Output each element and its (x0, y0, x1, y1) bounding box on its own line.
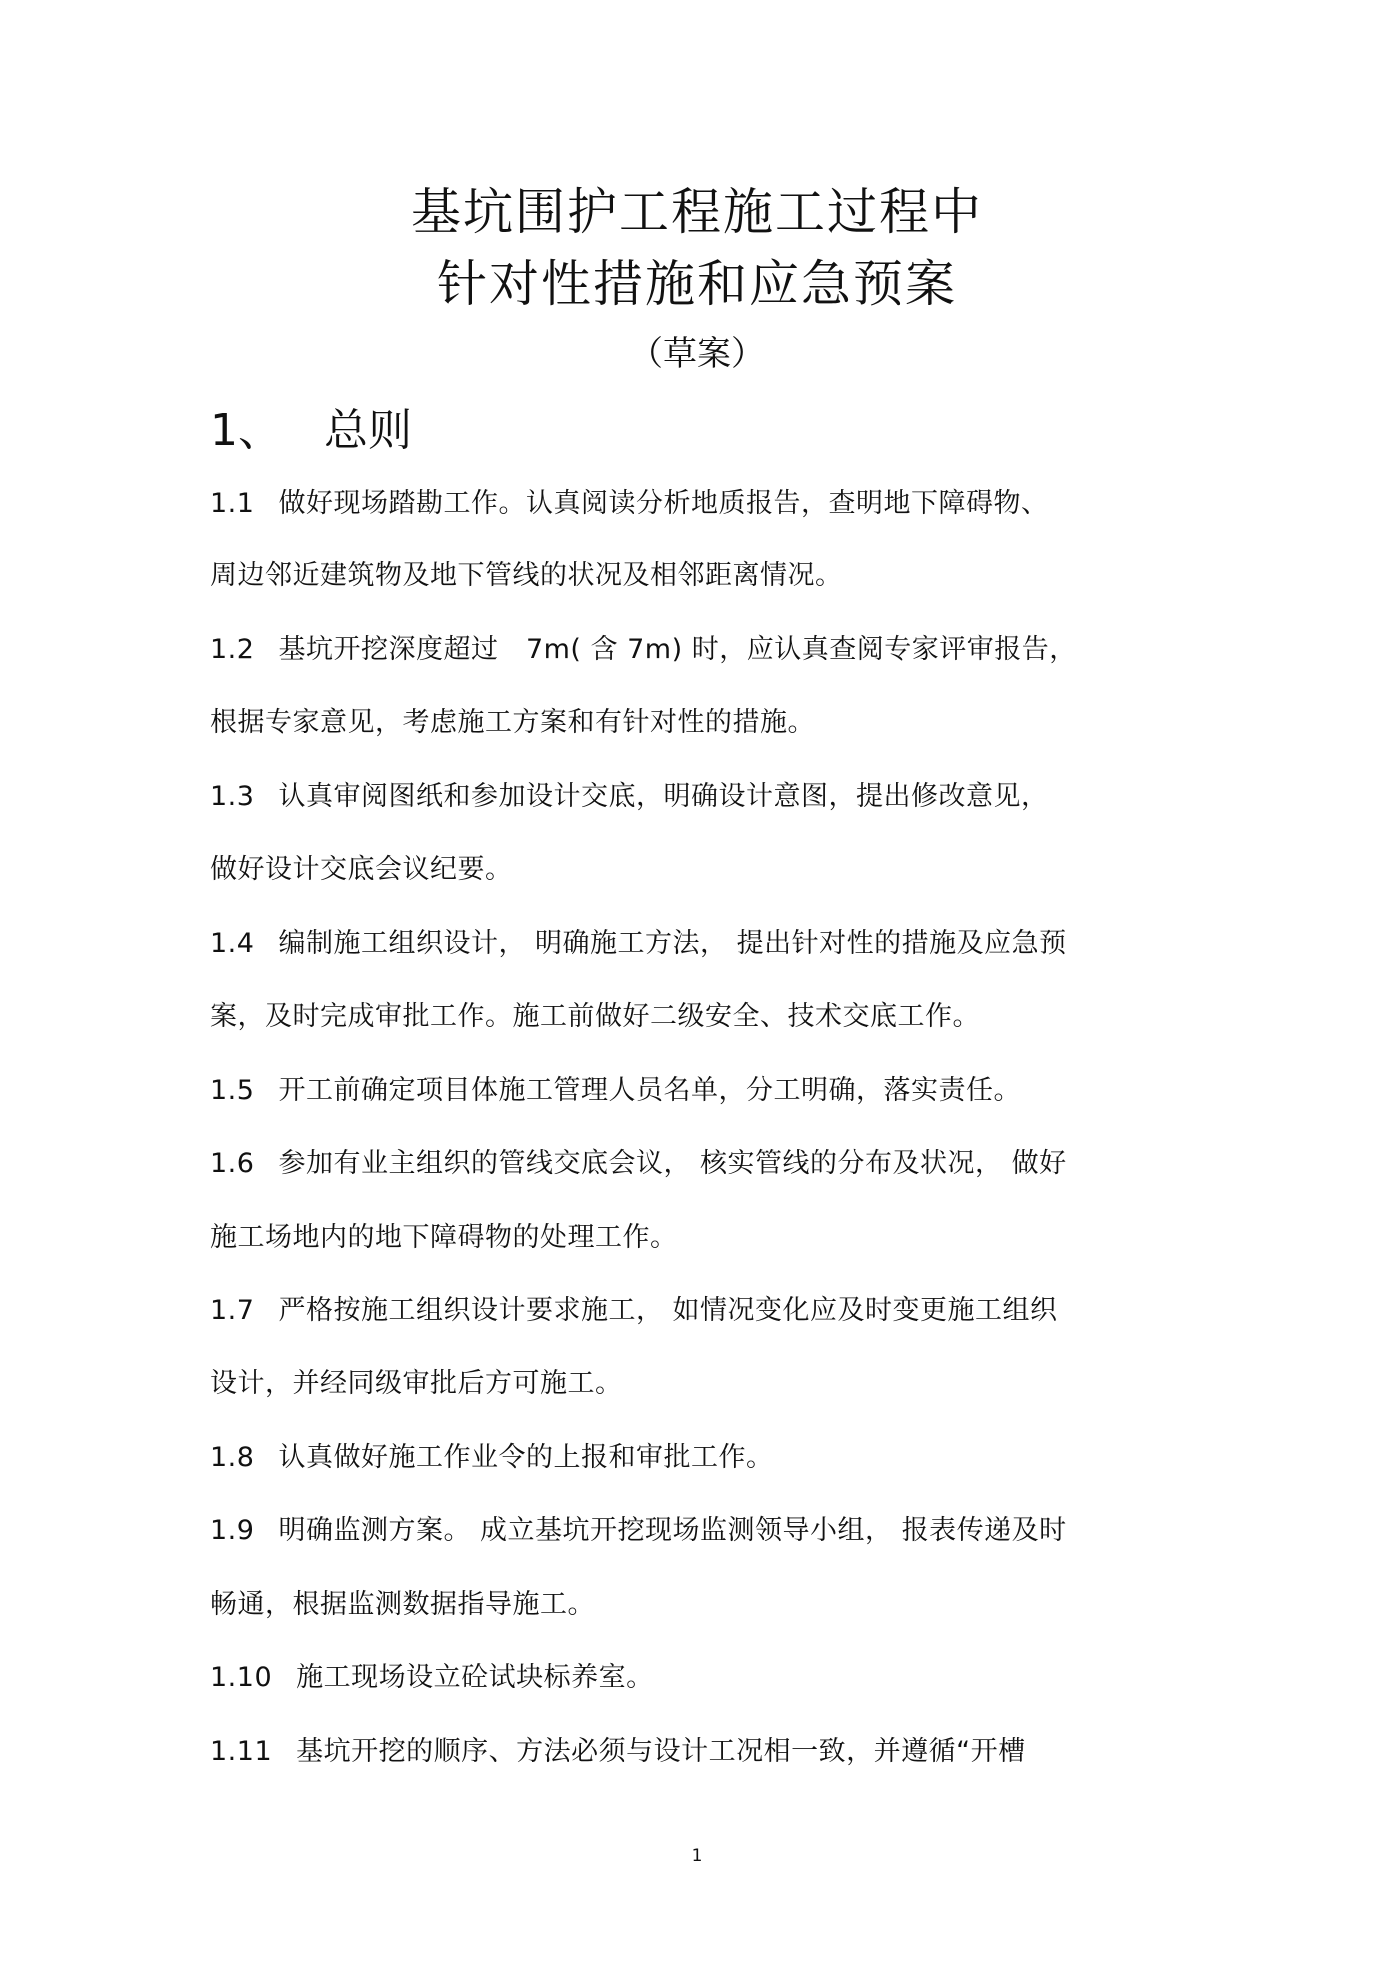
line-text: 做好现场踏勘工作。认真阅读分析地质报告，查明地下障碍物、 (278, 488, 1049, 519)
paragraph-line (210, 705, 815, 741)
line-text: 做好设计交底会议纪要。 (210, 854, 513, 885)
paragraph-line (210, 1146, 1067, 1182)
item-number: 1.3 (210, 781, 255, 812)
line-text: 认真审阅图纸和参加设计交底，明确设计意图，提出修改意见， (278, 781, 1049, 812)
paragraph-line (210, 999, 980, 1035)
line-text: 基坑开挖深度超过 7m( 含 7m) 时，应认真查阅专家评审报告， (278, 634, 1077, 665)
item-number: 1.10 (210, 1662, 273, 1693)
item-number: 1.9 (210, 1515, 255, 1546)
item-number: 1.6 (210, 1148, 255, 1179)
line-text: 案，及时完成审批工作。施工前做好二级安全、技术交底工作。 (210, 1001, 980, 1032)
page-number: 1 (691, 1846, 703, 1866)
paragraph-line (210, 1220, 678, 1256)
document-subtitle: （草案） (629, 334, 765, 374)
section-number: 1、 (210, 405, 282, 456)
paragraph-line (210, 1440, 773, 1476)
document-title-line-1: 基坑围护工程施工过程中 (411, 183, 983, 241)
paragraph-line (210, 1587, 595, 1623)
line-text: 基坑开挖的顺序、方法必须与设计工况相一致，并遵循“开槽 (296, 1736, 1026, 1767)
paragraph-line (210, 1660, 654, 1696)
section-heading (210, 404, 412, 458)
item-number: 1.8 (210, 1442, 255, 1473)
document-title-line-2: 针对性措施和应急预案 (437, 255, 957, 313)
item-number: 1.7 (210, 1295, 255, 1326)
paragraph-line (210, 1293, 1058, 1329)
line-text: 明确监测方案。 成立基坑开挖现场监测领导小组， 报表传递及时 (278, 1515, 1067, 1546)
paragraph-line (210, 1513, 1067, 1549)
line-text: 开工前确定项目体施工管理人员名单，分工明确，落实责任。 (278, 1075, 1021, 1106)
item-number: 1.11 (210, 1736, 273, 1767)
paragraph-line (210, 558, 843, 594)
paragraph-line (210, 632, 1077, 668)
item-number: 1.1 (210, 488, 255, 519)
item-number: 1.2 (210, 634, 255, 665)
paragraph-line (210, 852, 513, 888)
line-text: 施工现场设立砼试块标养室。 (296, 1662, 654, 1693)
line-text: 施工场地内的地下障碍物的处理工作。 (210, 1222, 678, 1253)
line-text: 认真做好施工作业令的上报和审批工作。 (278, 1442, 774, 1473)
paragraph-line (210, 926, 1067, 962)
line-text: 编制施工组织设计， 明确施工方法， 提出针对性的措施及应急预 (278, 928, 1067, 959)
line-text: 设计，并经同级审批后方可施工。 (210, 1368, 623, 1399)
line-text: 周边邻近建筑物及地下管线的状况及相邻距离情况。 (210, 560, 843, 591)
paragraph-line (210, 779, 1048, 815)
section-title: 总则 (324, 405, 412, 456)
line-text: 畅通，根据监测数据指导施工。 (210, 1589, 595, 1620)
line-text: 参加有业主组织的管线交底会议， 核实管线的分布及状况， 做好 (278, 1148, 1067, 1179)
paragraph-line (210, 486, 1048, 522)
item-number: 1.4 (210, 928, 255, 959)
paragraph-line (210, 1073, 1021, 1109)
line-text: 根据专家意见，考虑施工方案和有针对性的措施。 (210, 707, 815, 738)
paragraph-line (210, 1366, 623, 1402)
paragraph-line (210, 1734, 1026, 1770)
item-number: 1.5 (210, 1075, 255, 1106)
line-text: 严格按施工组织设计要求施工， 如情况变化应及时变更施工组织 (278, 1295, 1058, 1326)
